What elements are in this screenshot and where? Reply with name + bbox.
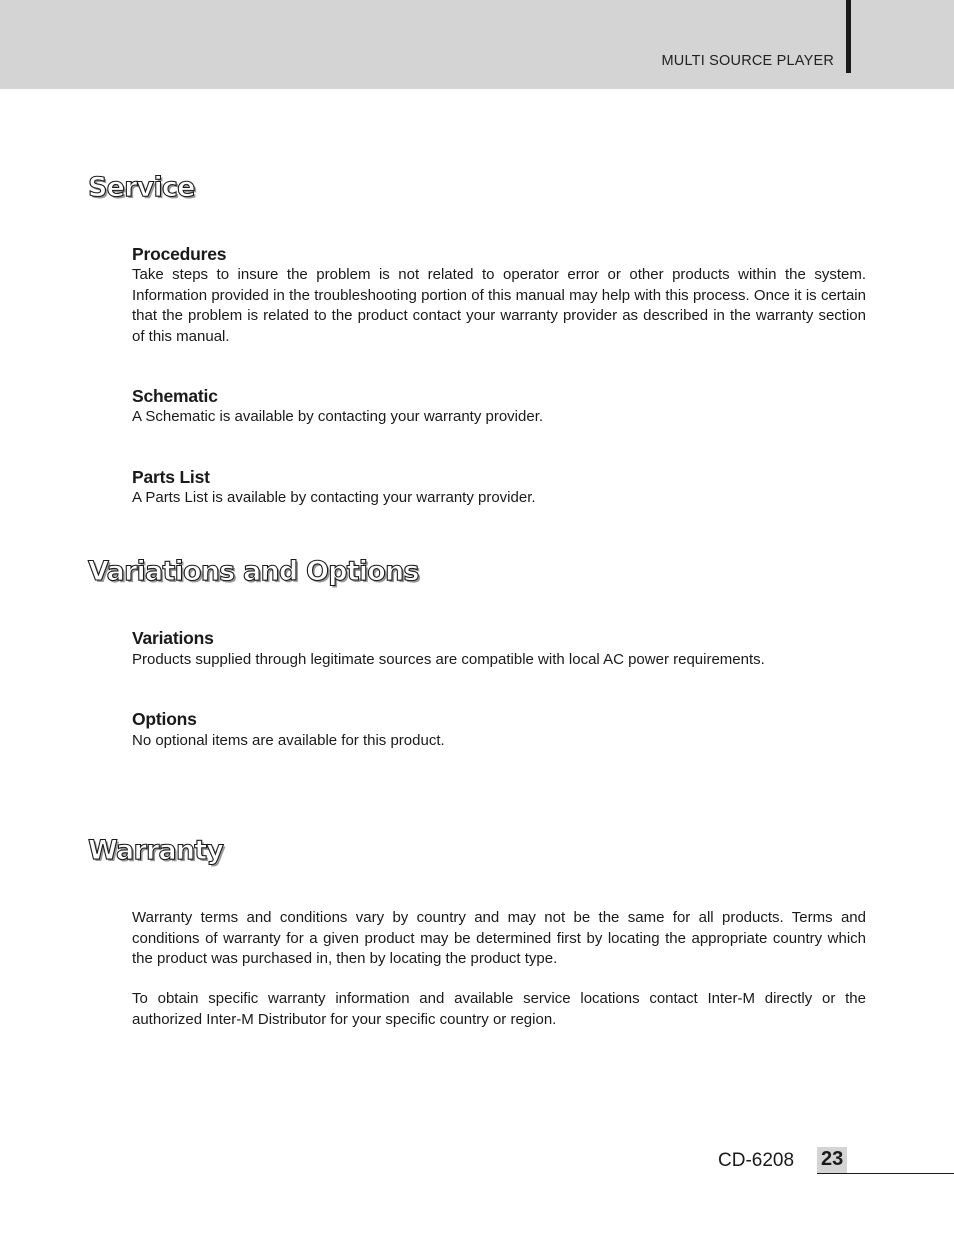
variations-options-heading: Variations and Options	[88, 556, 419, 587]
options-text: No optional items are available for this product.	[132, 732, 445, 749]
variations-text: Products supplied through legitimate sources are compatible with local AC power requirements.	[132, 651, 765, 668]
header-title: MULTI SOURCE PLAYER	[661, 53, 834, 69]
parts-list-text: A Parts List is available by contacting your warranty provider.	[132, 489, 536, 506]
header-accent-bar	[846, 0, 851, 73]
header-band	[0, 0, 954, 89]
options-title: Options	[132, 709, 197, 729]
warranty-heading: Warranty	[88, 835, 224, 866]
warranty-paragraph-2: To obtain specific warranty information and available service locations contact Inter-M directly or the authorized Inter-M Distributor for your specific country or region.	[132, 990, 866, 1028]
service-heading: Service	[88, 172, 195, 203]
parts-list-title: Parts List	[132, 467, 210, 487]
footer-rule	[817, 1173, 954, 1174]
variations-title: Variations	[132, 628, 214, 648]
procedures-title: Procedures	[132, 244, 227, 264]
procedures-text: Take steps to insure the problem is not related to operator error or other products within the system. Information provided in the troubleshooting portion of this manual may help with this process. Once it is certain that the problem is related to the product contact your warranty provider as described in the warranty section of this manual.	[132, 266, 866, 345]
warranty-paragraph-1: Warranty terms and conditions vary by country and may not be the same for all products. Terms and conditions of warranty for a given product may be determined first by locating the appropriate country which the product was purchased in, then by locating the product type.	[132, 909, 866, 967]
footer-model-number: CD-6208	[718, 1150, 795, 1171]
schematic-text: A Schematic is available by contacting your warranty provider.	[132, 408, 544, 425]
page-number: 23	[821, 1148, 844, 1170]
schematic-title: Schematic	[132, 386, 218, 406]
